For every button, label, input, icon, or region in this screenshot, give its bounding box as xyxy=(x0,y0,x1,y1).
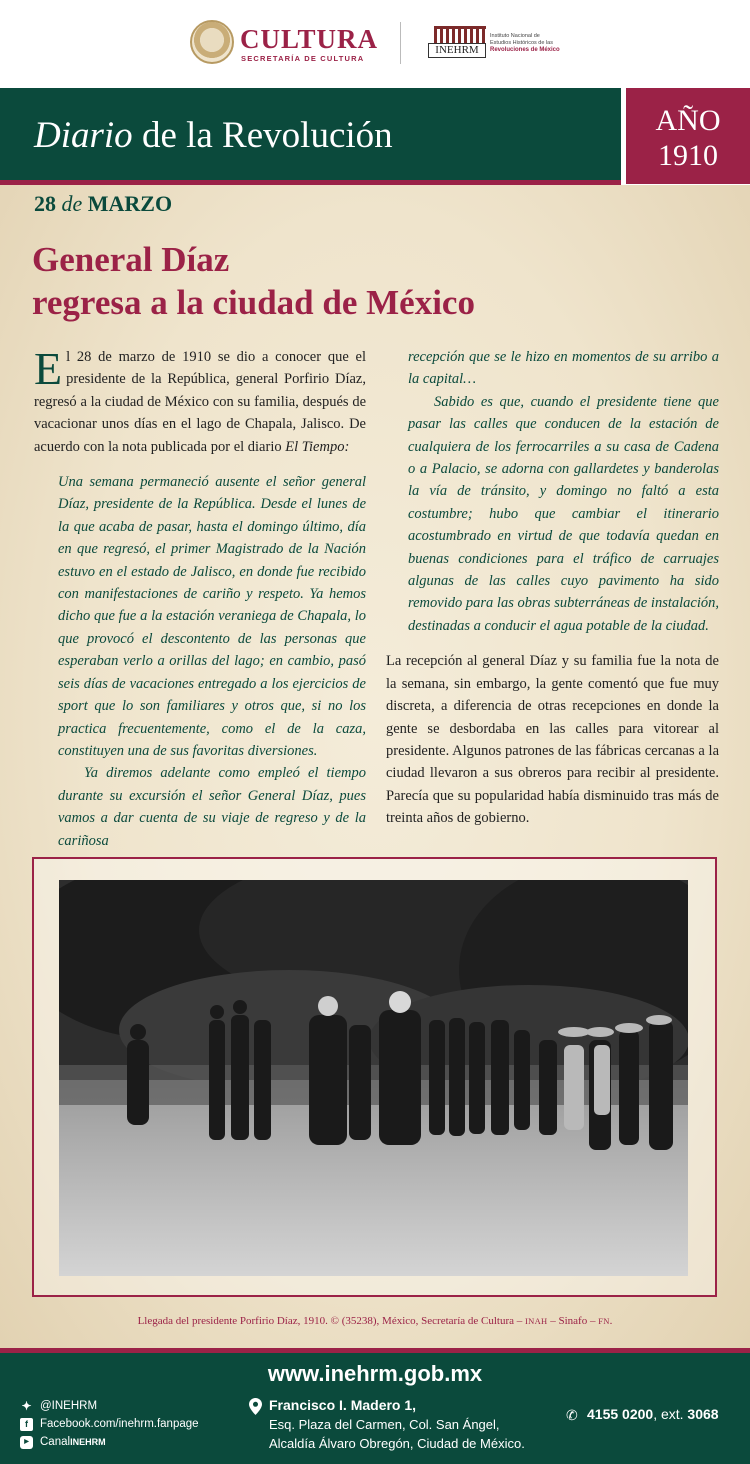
social-links xyxy=(20,1397,199,1451)
facebook-url: Facebook.com/inehrm.fanpage xyxy=(40,1418,199,1430)
page-title xyxy=(34,114,393,157)
newspaper-name: El Tiempo: xyxy=(285,438,350,455)
twitter-link[interactable] xyxy=(20,1397,199,1415)
phone-icon: ✆ xyxy=(566,1407,578,1423)
inehrm-name-line-1: Instituto Nacional de xyxy=(490,33,540,39)
caption-inah: INAH xyxy=(525,1316,548,1326)
intro-text: l 28 de marzo de 1910 se dio a conocer que el presidente de la República, general Porfirio Díaz, regresó a la ciudad de México con su familia, después de vacacionar unos días en el lago de Chapala, Jalisco. De acuerdo con la nota publicada por el diario xyxy=(34,349,366,455)
quote-block-left xyxy=(34,471,366,852)
date-de: de xyxy=(61,191,83,216)
youtube-prefix: Canal xyxy=(40,1436,71,1448)
article-column-right xyxy=(386,346,719,830)
address-line-3: Alcaldía Álvaro Obregón, Ciudad de México. xyxy=(269,1436,525,1451)
youtube-channel: INEHRM xyxy=(70,1437,106,1447)
inehrm-name-line-3: Revoluciones de México xyxy=(490,47,560,53)
photo-caption xyxy=(0,1315,750,1327)
youtube-link[interactable] xyxy=(20,1433,199,1451)
header-band xyxy=(0,88,621,180)
inehrm-name-line-2: Estudios Históricos de las xyxy=(490,40,553,46)
year-box xyxy=(626,88,750,184)
article-headline xyxy=(32,238,475,324)
phone-number[interactable] xyxy=(587,1406,719,1422)
date-month: MARZO xyxy=(87,191,173,216)
article-column-left xyxy=(34,343,366,852)
quote-paragraph-2: Ya diremos adelante como empleó el tiempo durante su excursión el señor General Díaz, pues vamos a dar cuenta de su viaje de regreso y de la cariñosa xyxy=(58,765,366,849)
historical-photo xyxy=(59,880,688,1276)
headline-line-1: General Díaz xyxy=(32,240,230,279)
twitter-handle: @INEHRM xyxy=(40,1400,98,1412)
facebook-icon: f xyxy=(20,1418,33,1431)
photo-illustration xyxy=(59,880,688,1276)
quote-block-right xyxy=(386,346,719,637)
article-date xyxy=(34,191,172,217)
facebook-link[interactable] xyxy=(20,1415,199,1433)
seal-icon xyxy=(190,20,234,64)
inehrm-logo: INEHRM xyxy=(428,43,486,58)
title-italic: Diario xyxy=(34,115,133,156)
phone-ext: 3068 xyxy=(687,1406,719,1422)
address-line-1: Francisco I. Madero 1, xyxy=(269,1397,417,1413)
phone-main: 4155 0200 xyxy=(587,1406,654,1422)
year-value: 1910 xyxy=(658,139,718,172)
intro-paragraph xyxy=(34,343,366,458)
date-day: 28 xyxy=(34,191,56,216)
caption-main: Llegada del presidente Porfirio Díaz, 1910. © (35238), México, Secretaría de Cultura – xyxy=(137,1315,526,1327)
quote-paragraph-3: Sabido es que, cuando el presidente tiene que pasar las calles que conducen de la estación de cualquiera de los ferrocarriles a su casa de Cadena o a Palacio, se adorna con gallardetes y banderolas la vía de tránsito, y domingo no faltó a esta costumbre; hubo que cambiar el itinerario acostumbrado en virtud de que todavía quedan en buenas condiciones para el tráfico de carruajes algunas de las calles cuyo pavimento ha sido removido para las obras subterráneas de instalación, destinadas a conducir el agua potable de la ciudad. xyxy=(408,393,719,634)
title-rest: de la Revolución xyxy=(132,115,393,156)
address xyxy=(269,1396,525,1453)
location-pin-icon xyxy=(249,1398,262,1415)
youtube-icon: ▶ xyxy=(20,1436,33,1449)
address-line-2: Esq. Plaza del Carmen, Col. San Ángel, xyxy=(269,1417,500,1432)
drop-cap: E xyxy=(34,343,63,394)
cultura-logo-text: CULTURA xyxy=(240,24,379,54)
caption-end: . xyxy=(609,1315,613,1327)
logo-bar xyxy=(0,0,750,88)
footer xyxy=(0,1353,750,1464)
secretaria-text: SECRETARÍA DE CULTURA xyxy=(241,54,365,63)
caption-fn: FN xyxy=(598,1316,610,1326)
quote-paragraph-1: Una semana permaneció ausente el señor general Díaz, presidente de la República. Desde el lunes de la que acaba de pasar, hasta el domingo último, día en que regresó, el primer Magistrado de la Nación estuvo en el estado de Jalisco, en donde fue recibido con manifestaciones de cariño y respeto. Ya hemos dicho que fue a la estación veraniega de Chapala, lo que provocó el descontento de las personas que esperaban verlo a orillas del lago; en cambio, pasó seis días de vacaciones entregado a los ejercicios de sport que lo son familiares y otros que, si no los practica frecuentemente, como el de la caza, constituyen una de sus favoritas diversiones. xyxy=(58,474,366,759)
year-label: AÑO xyxy=(655,104,721,137)
quote-paragraph-2-cont: recepción que se le hizo en momentos de su arribo a la capital… xyxy=(408,349,719,388)
inehrm-building-icon xyxy=(434,26,486,44)
headline-line-2: regresa a la ciudad de México xyxy=(32,283,475,322)
twitter-icon: ✦ xyxy=(21,1398,32,1413)
website-link[interactable]: www.inehrm.gob.mx xyxy=(267,1361,483,1386)
phone-ext-label: , ext. xyxy=(653,1406,688,1422)
inehrm-full-name xyxy=(490,33,570,54)
closing-paragraph: La recepción al general Díaz y su familia fue la nota de la semana, sin embargo, la gente comentó que fue muy discreta, a diferencia de otras recepciones en donde la gente se desbordaba en las calles para vitorear al presidente. Algunos patrones de las fábricas cercanas a la ciudad llevaron a sus obreros para recibir al presidente. Parecía que su popularidad había disminuido tras más de treinta años de gobierno. xyxy=(386,653,719,827)
caption-mid: – Sinafo – xyxy=(547,1315,599,1327)
logo-divider xyxy=(400,22,401,64)
